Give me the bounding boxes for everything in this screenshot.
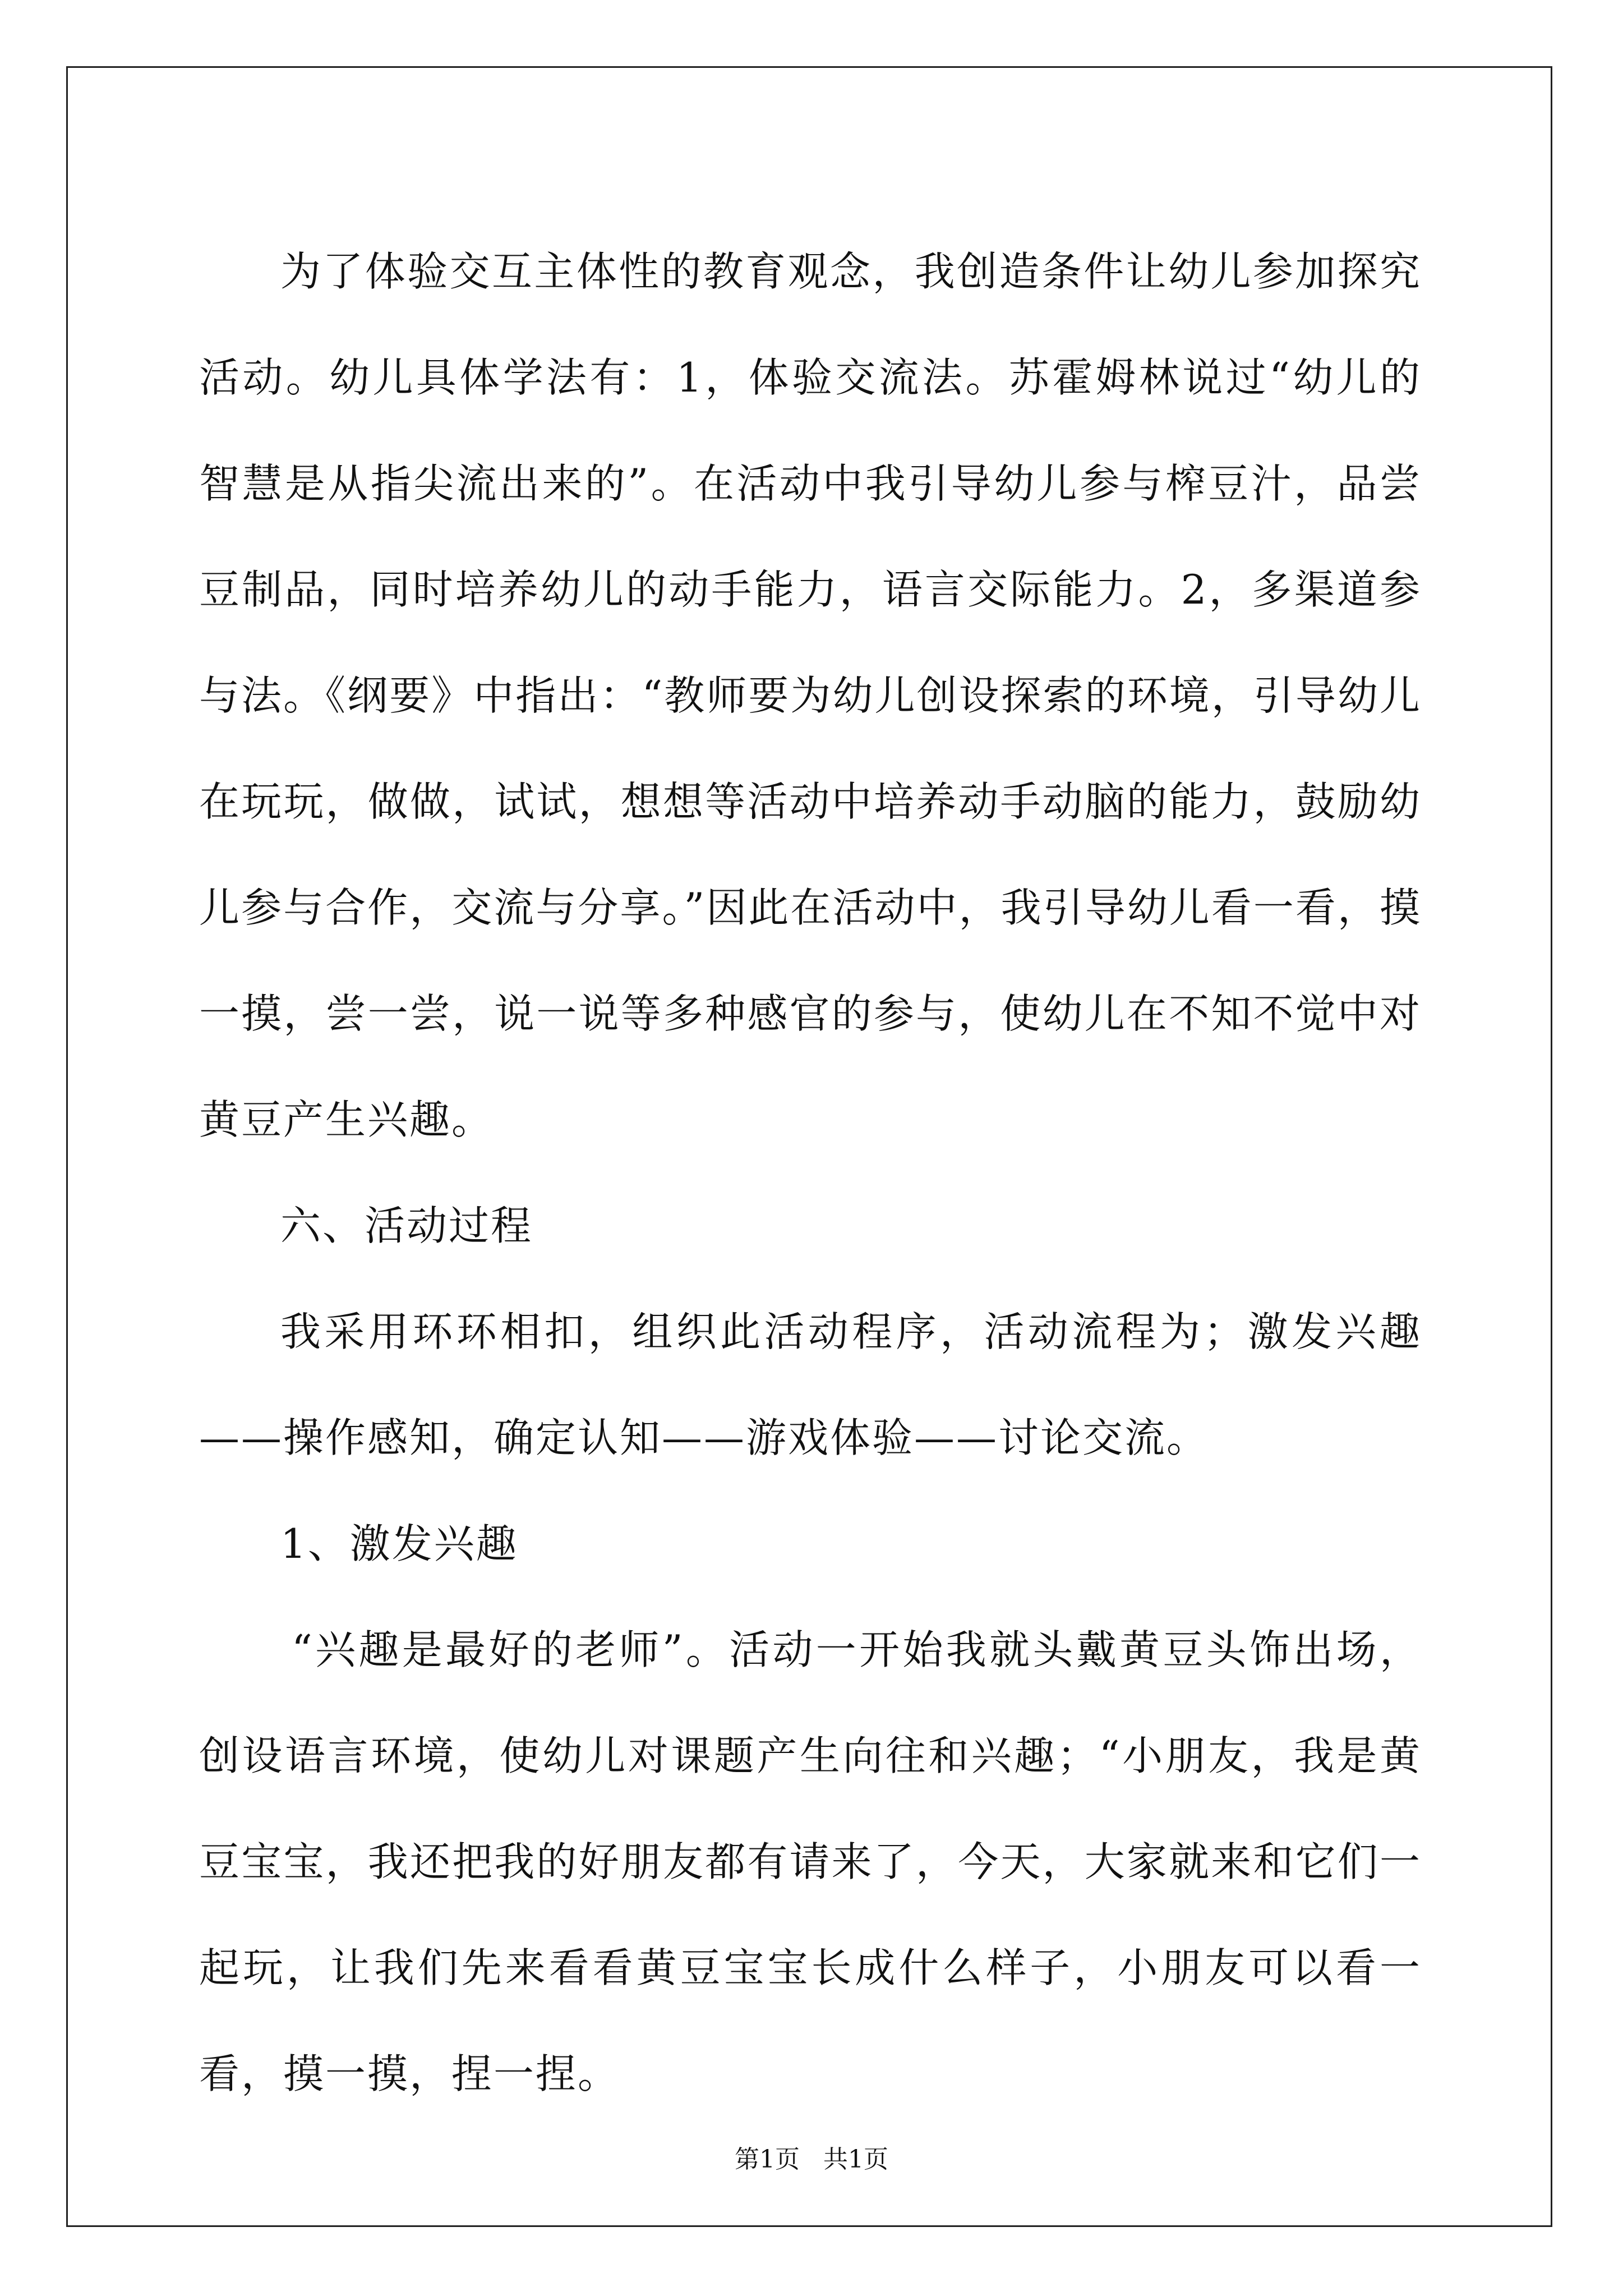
subheading-stimulate-interest: 1、激发兴趣 <box>280 1520 518 1567</box>
page-number-current: 第1页 <box>735 2145 800 2174</box>
paragraph-teaching-methods: 为了体验交互主体性的教育观念，我创造条件让幼儿参加探究活动。幼儿具体学法有：1，体验交流法。苏霍姆林说过“幼儿的智慧是从指尖流出来的”。在活动中我引导幼儿参与榨豆汁，品尝豆制品，同时培养幼儿的动手能力，语言交际能力。2，多渠道参与法。《纲要》中指出：“教师要为幼儿创设探索的环境，引导幼儿在玩玩，做做，试试，想想等活动中培养动手动脑的能力，鼓励幼儿参与合作，交流与分享。”因此在活动中，我引导幼儿看一看，摸一摸，尝一尝，说一说等多种感官的参与，使幼儿在不知不觉中对黄豆产生兴趣。 <box>199 248 1422 1143</box>
page-footer <box>0 2144 1623 2175</box>
paragraph-activity-flow: 我采用环环相扣，组织此活动程序，活动流程为；激发兴趣——操作感知，确定认知——游戏体验——讨论交流。 <box>199 1308 1422 1461</box>
page-number-total: 共1页 <box>823 2145 888 2174</box>
section-heading-activity-process: 六、活动过程 <box>280 1202 533 1249</box>
paragraph-interest-intro: “兴趣是最好的老师”。活动一开始我就头戴黄豆头饰出场，创设语言环境，使幼儿对课题产生向往和兴趣；“小朋友，我是黄豆宝宝，我还把我的好朋友都有请来了，今天，大家就来和它们一起玩，让我们先来看看黄豆宝宝长成什么样子，小朋友可以看一看，摸一摸，捏一捏。 <box>199 1626 1422 2097</box>
document-body <box>199 219 1422 2127</box>
